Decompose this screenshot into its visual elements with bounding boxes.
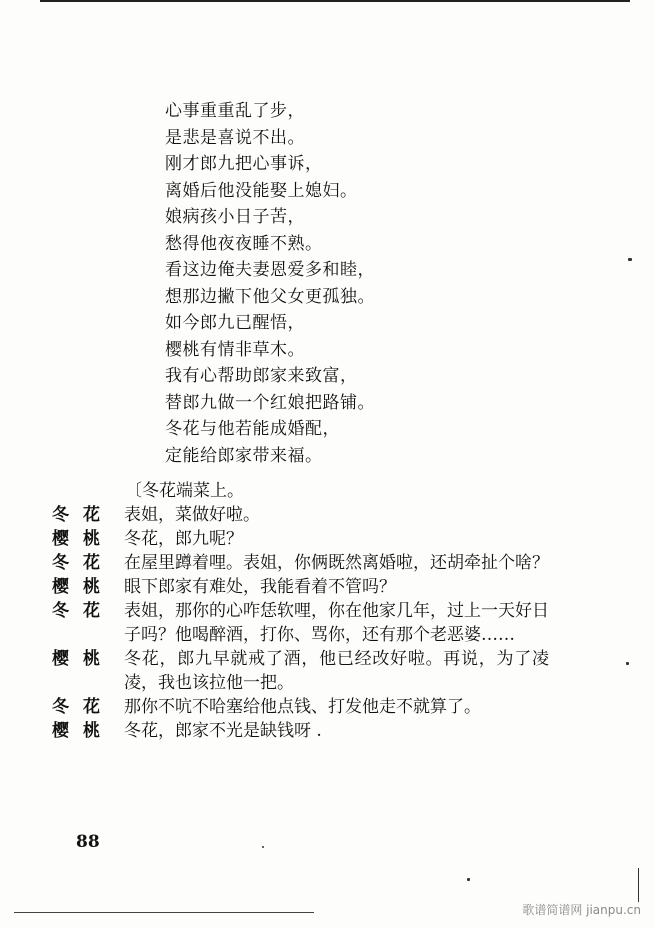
speech-text: 冬花，郎九呢？ <box>124 529 243 549</box>
dialogue-line <box>52 599 552 647</box>
speaker-name: 樱桃 <box>52 529 114 549</box>
speech-text: 表姐，菜做好啦。 <box>124 505 260 525</box>
page-number: 88 <box>76 832 100 852</box>
right-scan-mark <box>638 868 639 902</box>
lyric-line: 如今郎九已醒悟， <box>165 313 305 333</box>
scan-speck <box>262 846 264 848</box>
speaker-name: 冬花 <box>52 505 114 525</box>
dialogue-block <box>52 503 552 743</box>
dialogue-line <box>52 719 552 743</box>
scan-speck <box>626 662 629 665</box>
lyric-line: 看这边俺夫妻恩爱多和睦， <box>165 260 375 280</box>
scan-speck <box>467 878 470 881</box>
speaker-name: 樱桃 <box>52 577 114 597</box>
lyric-line: 替郎九做一个红娘把路铺。 <box>165 392 375 413</box>
lyric-line: 冬花与他若能成婚配， <box>165 419 340 439</box>
song-lyrics <box>165 98 375 469</box>
speech-text: 冬花，郎家不光是缺钱呀 . <box>124 721 322 741</box>
bottom-scan-edge <box>14 912 314 913</box>
speech-text: 眼下郎家有难处，我能看着不管吗？ <box>124 577 396 597</box>
lyric-line: 想那边撇下他父女更孤独。 <box>165 286 375 307</box>
dialogue-line <box>52 695 552 719</box>
lyric-line: 定能给郎家带来福。 <box>165 445 323 466</box>
speaker-name: 樱桃 <box>52 649 114 669</box>
lyric-line: 离婚后他没能娶上媳妇。 <box>165 180 358 201</box>
speaker-name: 冬花 <box>52 553 114 573</box>
speech-text: 在屋里蹲着哩。表姐，你俩既然离婚啦，还胡牵扯个啥？ <box>124 553 549 573</box>
dialogue-line <box>52 551 552 575</box>
speaker-name: 冬花 <box>52 601 114 621</box>
lyric-line: 愁得他夜夜睡不熟。 <box>165 233 323 254</box>
speaker-name: 樱桃 <box>52 721 114 741</box>
dialogue-line <box>52 575 552 599</box>
dialogue-line <box>52 527 552 551</box>
speech-text: 冬花，郎九早就戒了酒，他已经改好啦。再说，为了凌凌，我也该拉他一把。 <box>124 649 549 693</box>
stage-direction: 〔冬花端菜上。 <box>125 481 244 501</box>
lyric-line: 樱桃有情非草木。 <box>165 339 305 360</box>
speech-text: 表姐，那你的心咋恁软哩，你在他家几年，过上一天好日子吗？他喝醉酒，打你、骂你，还有那个老恶婆…… <box>124 601 549 645</box>
lyric-line: 心事重重乱了步， <box>165 101 305 121</box>
scan-speck <box>628 258 632 261</box>
lyric-line: 刚才郎九把心事诉， <box>165 154 323 174</box>
speech-text: 那你不吭不哈塞给他点钱、打发他走不就算了。 <box>124 697 481 717</box>
speaker-name: 冬花 <box>52 697 114 717</box>
lyric-line: 娘病孩小日子苦， <box>165 207 305 227</box>
site-watermark: 歌谱简谱网 jianpu.cn <box>522 903 641 917</box>
top-scan-edge <box>40 0 630 2</box>
lyric-line: 是悲是喜说不出。 <box>165 127 305 148</box>
lyric-line: 我有心帮助郎家来致富， <box>165 366 358 386</box>
dialogue-line <box>52 647 552 695</box>
dialogue-line <box>52 503 552 527</box>
